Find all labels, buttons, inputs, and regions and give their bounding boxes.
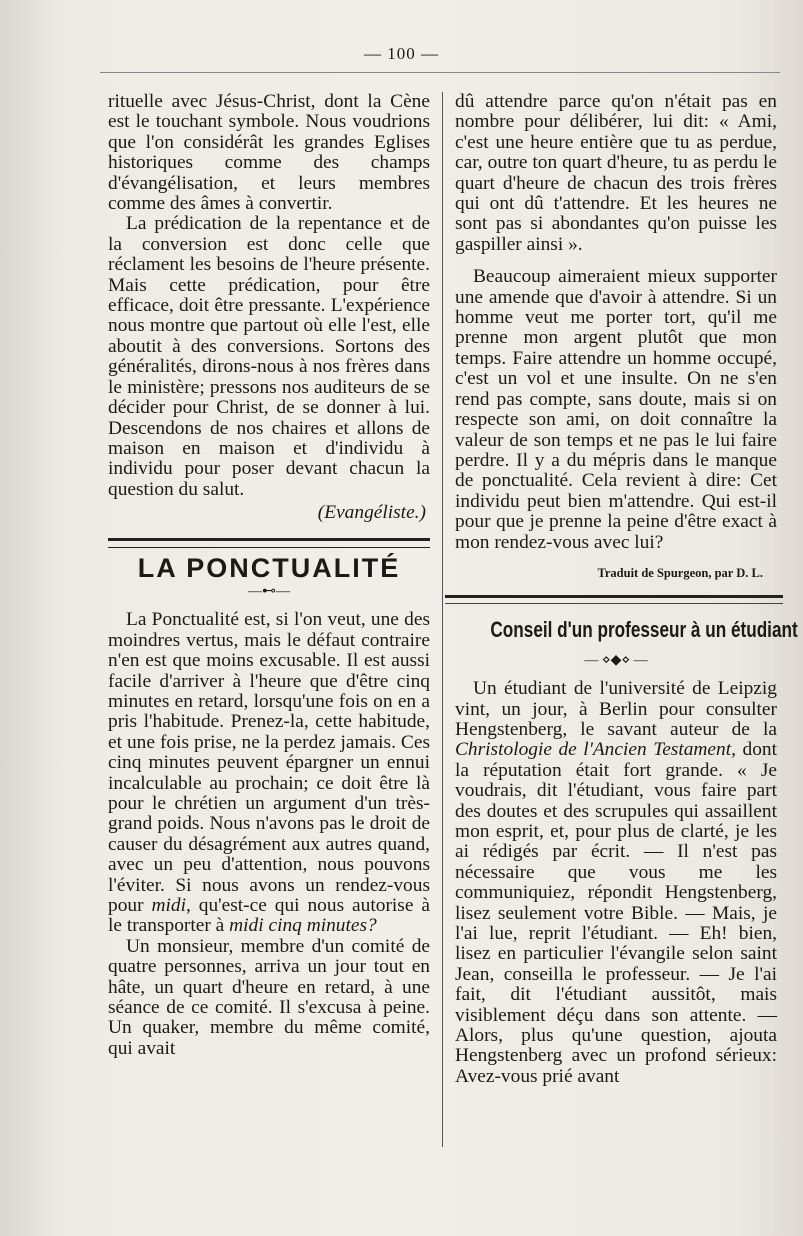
paragraph-text: Un étudiant de l'université de Leipzig vint, un jour, à Berlin pour consulter Hengstenberg, le savant auteur de la xyxy=(455,678,777,740)
right-column xyxy=(455,91,798,1087)
left-paragraph-4: Un monsieur, membre d'un comité de quatre personnes, arriva un jour tout en hâte, un quart d'heure en retard, à une séance de ce comité. Il s'excusa à peine. Un quaker, membre du même comité, qui avait xyxy=(108,935,430,1059)
emphasis-midi-cinq: midi cinq minutes? xyxy=(229,915,377,937)
column-divider xyxy=(442,92,443,1147)
right-paragraph-1: dû attendre parce qu'on n'était pas en nombre pour délibérer, lui dit: « Ami, c'est une heure entière que tu as perdue, car, outre ton quart d'heure, tu as perdu le quart d'heure de chacun des trois frères qui ont dû t'attendre. Et les heures ne sont pas si abondantes qu'on puisse les gaspiller ainsi ». xyxy=(455,91,777,255)
section-title-ponctualite: LA PONCTUALITÉ xyxy=(137,552,401,583)
section-divider xyxy=(108,538,430,548)
right-paragraph-3 xyxy=(455,679,777,1087)
right-paragraph-2: Beaucoup aimeraient mieux supporter une amende que d'avoir à attendre. Si un homme veut me porter tort, qu'il me prenne mon argent plutôt que mon temps. Faire attendre un homme occupé, c'est un vol et une insulte. On ne s'en rend pas compte, sans doute, mais si on respecte son ami, on doit connaître la valeur de son temps et ne pas le lui faire perdre. Il y a du mépris dans le manque de ponctualité. Cela revient à dire: Cet individu peut bien m'attendre. Qui est-il pour que je prenne la peine d'être exact à mon rendez-vous avec lui? xyxy=(455,266,777,553)
paragraph-text: La Ponctualité est, si l'on veut, une des moindres vertus, mais le défaut contraire n'en est que moins excusable. Il est aussi facile d'arriver à l'heure que d'être cinq minutes en retard, lorsqu'une fois on en a pris l'habitude. Prenez-la, cette habitude, et une fois prise, ne la perdez jamais. Ces cinq minutes peuvent épargner un ennui incalculable au prochain; ce doit être là pour le chrétien un argument d'un très-grand poids. Nous n'avons pas le droit de causer du désagrément aux autres quand, avec un peu d'attention, nous pouvons l'éviter. Si nous avons un rendez-vous pour xyxy=(108,609,430,917)
left-paragraph-1: rituelle avec Jésus-Christ, dont la Cène est le touchant symbole. Nous voudrions que l'on considérât les grandes Eglises historiques comme des champs d'évangélisation, et leurs membres comme des âmes à convertir. xyxy=(108,91,430,215)
source-attribution: (Evangéliste.) xyxy=(317,502,426,524)
ornament-divider-right: — ⋄◆⋄ — xyxy=(584,652,648,668)
left-column xyxy=(108,92,430,1059)
emphasis-christologie: Christologie de l'Ancien Testament, xyxy=(455,739,736,761)
page-number: — 100 — xyxy=(364,44,439,63)
left-paragraph-3 xyxy=(108,610,430,937)
section-title-conseil: Conseil d'un professeur à un étudiant xyxy=(490,617,798,643)
ornament-divider: —⊷— xyxy=(248,583,290,599)
left-paragraph-2: La prédication de la repentance et de la conversion est donc celle que réclament les besoins de l'heure présente. Mais cette prédication, pour être efficace, doit être pressante. L'expérience nous montre que partout où elle l'est, elle aboutit à des conversions. Sortons des généralités, dirons-nous à nos frères dans le ministère; pressons nos auditeurs de se décider pour Christ, de se donner à lui. Descendons de nos chaires et allons de maison en maison et d'individu à individu pour poser devant chacun la question du salut. xyxy=(108,213,430,500)
section-divider-right xyxy=(445,595,783,604)
translation-credit: Traduit de Spurgeon, par D. L. xyxy=(597,565,763,580)
header-rule xyxy=(100,72,780,73)
paragraph-text: dont la réputation était fort grande. « Je voudrais, dit l'étudiant, vous faire part des doutes et des scrupules qui assaillent mon esprit, et, pour plus de clarté, je les ai rédigés par écrit. — Il n'est pas nécessaire que vous me les communiquiez, répondit Hengstenberg, lisez seulement votre Bible. — Mais, je l'ai lue, reprit l'étudiant. — Eh! bien, lisez en particulier l'évangile selon saint Jean, conseilla le professeur. — Je l'ai fait, dit l'étudiant aussitôt, mais visiblement déçu dans son attente. — Alors, plus qu'une question, ajouta Hengstenberg avec un profond sérieux: Avez-vous prié avant xyxy=(455,739,777,1087)
emphasis-midi: midi xyxy=(151,895,186,917)
paragraph-text: , qu'est-ce qui nous autorise à le transporter à xyxy=(108,895,430,937)
